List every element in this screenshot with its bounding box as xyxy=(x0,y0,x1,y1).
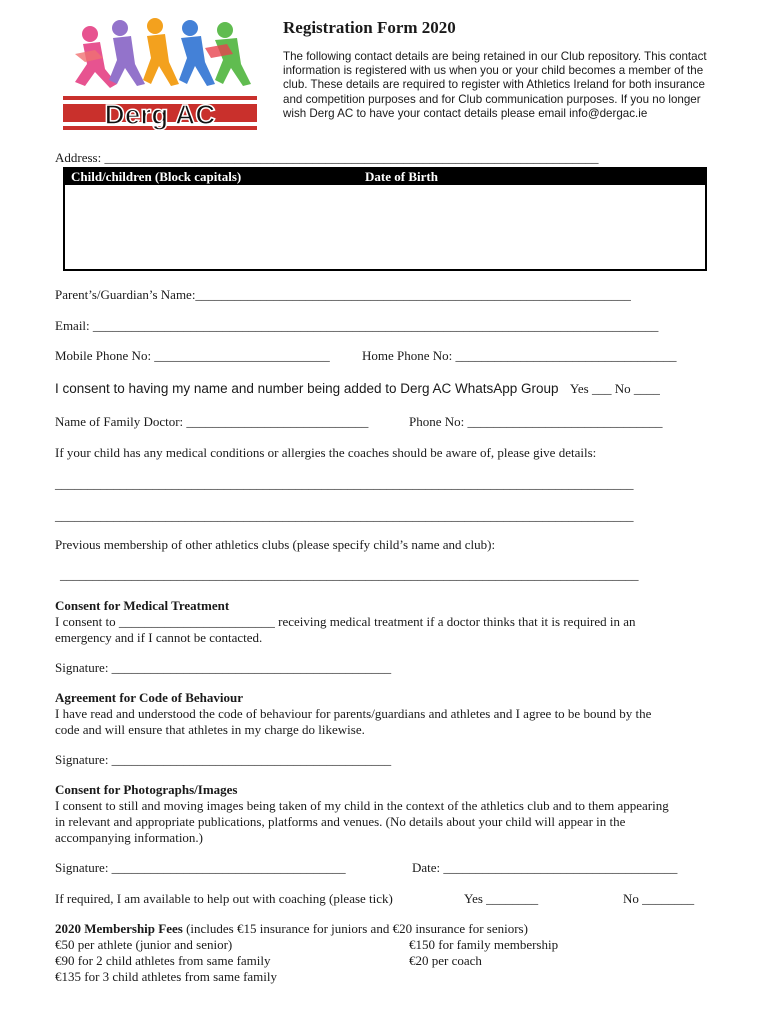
fee-item-athlete: €50 per athlete (junior and senior) xyxy=(55,937,233,952)
medical-signature-field[interactable]: Signature: ___________________________________________ xyxy=(55,660,392,675)
parent-name-field[interactable]: Parent’s/Guardian’s Name:___________________________________________________________________ xyxy=(55,287,631,302)
doctor-phone-field[interactable]: Phone No: ______________________________ xyxy=(409,414,663,429)
photo-signature-field[interactable]: Signature: ____________________________________ xyxy=(55,860,346,875)
medical-details-line-1[interactable]: _________________________________________________________________________________________ xyxy=(55,476,634,491)
mobile-phone-field[interactable]: Mobile Phone No: ___________________________ xyxy=(55,348,330,363)
medical-consent-heading: Consent for Medical Treatment xyxy=(55,598,230,613)
coaching-no-option[interactable]: No ________ xyxy=(623,891,695,906)
medical-consent-line-1[interactable]: I consent to ________________________ receiving medical treatment if a doctor thinks that it is required in an xyxy=(55,614,636,629)
medical-conditions-question: If your child has any medical conditions or allergies the coaches should be aware of, please give details: xyxy=(55,445,597,460)
children-table xyxy=(63,167,707,271)
fee-item-family: €150 for family membership xyxy=(409,937,559,952)
medical-consent-line-2: emergency and if I cannot be contacted. xyxy=(55,630,263,645)
fees-heading-line xyxy=(55,921,528,937)
previous-membership-question: Previous membership of other athletics clubs (please specify child’s name and club): xyxy=(55,537,496,552)
form-title: Registration Form 2020 xyxy=(283,18,456,37)
intro-text: The following contact details are being retained in our Club repository. This contact information is registered with us when you or your child becomes a member of the club. These details are required to register with Athletics Ireland for both insurance and competition purposes and for Club communication purposes. If you no longer wish Derg AC to have your contact details please email info@dergac.ie xyxy=(283,50,707,120)
family-doctor-field[interactable]: Name of Family Doctor: ____________________________ xyxy=(55,414,369,429)
fees-heading: 2020 Membership Fees xyxy=(55,921,183,936)
fees-note: (includes €15 insurance for juniors and €20 insurance for seniors) xyxy=(182,921,528,936)
previous-membership-line[interactable]: _________________________________________________________________________________________ xyxy=(60,567,639,582)
child-column-header: Child/children (Block capitals) xyxy=(64,168,359,185)
dob-cell[interactable] xyxy=(359,185,706,270)
coaching-question: If required, I am available to help out with coaching (please tick) xyxy=(55,891,393,906)
fee-item-two-children: €90 for 2 child athletes from same family xyxy=(55,953,271,968)
dob-column-header: Date of Birth xyxy=(359,168,706,185)
address-field[interactable]: Address: ____________________________________________________________________________ xyxy=(55,150,599,165)
fee-item-coach: €20 per coach xyxy=(409,953,482,968)
photo-consent-line-2: in relevant and appropriate publications, platforms and venues. (No details about your child will appear in the xyxy=(55,814,626,829)
whatsapp-consent-label: I consent to having my name and number being added to Derg AC WhatsApp Group xyxy=(55,381,559,396)
coaching-yes-option[interactable]: Yes ________ xyxy=(464,891,539,906)
photo-consent-line-1: I consent to still and moving images being taken of my child in the context of the athletics club and to them appearing xyxy=(55,798,669,813)
behaviour-signature-field[interactable]: Signature: ___________________________________________ xyxy=(55,752,392,767)
child-names-cell[interactable] xyxy=(64,185,359,270)
email-field[interactable]: Email: _______________________________________________________________________________________ xyxy=(55,318,659,333)
behaviour-line-1: I have read and understood the code of behaviour for parents/guardians and athletes and I agree to be bound by the xyxy=(55,706,652,721)
photo-date-field[interactable]: Date: ____________________________________ xyxy=(412,860,678,875)
logo-text: Derg AC xyxy=(104,99,216,130)
photo-consent-line-3: accompanying information.) xyxy=(55,830,204,845)
behaviour-heading: Agreement for Code of Behaviour xyxy=(55,690,243,705)
home-phone-field[interactable]: Home Phone No: __________________________________ xyxy=(362,348,677,363)
photo-consent-section xyxy=(55,782,755,846)
medical-consent-section xyxy=(55,598,745,646)
behaviour-line-2: code and will ensure that athletes in my charge do likewise. xyxy=(55,722,365,737)
runners-graphic xyxy=(75,18,251,88)
fee-item-three-children: €135 for 3 child athletes from same family xyxy=(55,969,278,984)
photo-consent-heading: Consent for Photographs/Images xyxy=(55,782,238,797)
club-logo xyxy=(55,14,265,134)
medical-details-line-2[interactable]: _________________________________________________________________________________________ xyxy=(55,508,634,523)
whatsapp-consent-options[interactable]: Yes ___ No ____ xyxy=(569,381,660,396)
behaviour-section xyxy=(55,690,745,738)
